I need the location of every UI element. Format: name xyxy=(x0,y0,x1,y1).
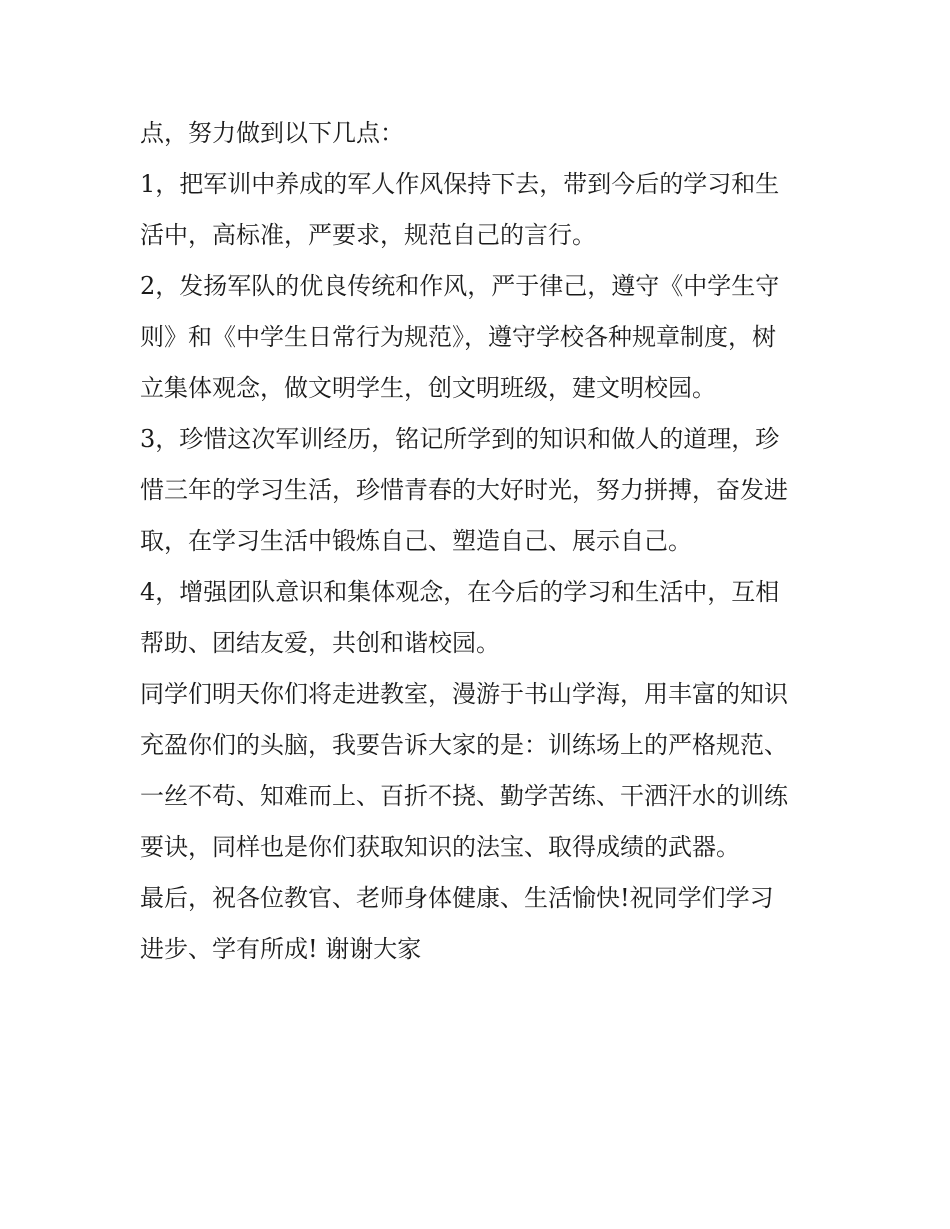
text-line: 活中，高标准，严要求，规范自己的言行。 xyxy=(140,221,596,249)
text-line: 最后，祝各位教官、老师身体健康、生活愉快!祝同学们学习 xyxy=(140,884,774,912)
text-line: 同学们明天你们将走进教室，漫游于书山学海，用丰富的知识 xyxy=(140,680,788,708)
text-line: 进步、学有所成! 谢谢大家 xyxy=(140,935,422,963)
text-line: 4，增强团队意识和集体观念，在今后的学习和生活中，互相 xyxy=(140,578,780,606)
text-line: 取，在学习生活中锻炼自己、塑造自己、展示自己。 xyxy=(140,527,692,555)
text-line: 点，努力做到以下几点： xyxy=(140,119,404,147)
text-line: 一丝不苟、知难而上、百折不挠、勤学苦练、干洒汗水的训练 xyxy=(140,782,788,810)
text-line: 立集体观念，做文明学生，创文明班级，建文明校园。 xyxy=(140,374,716,402)
text-line: 要诀，同样也是你们获取知识的法宝、取得成绩的武器。 xyxy=(140,833,740,861)
text-line: 3，珍惜这次军训经历，铭记所学到的知识和做人的道理，珍 xyxy=(140,425,780,453)
text-line: 1，把军训中养成的军人作风保持下去，带到今后的学习和生 xyxy=(140,170,780,198)
text-line: 惜三年的学习生活，珍惜青春的大好时光，努力拼搏，奋发进 xyxy=(140,476,788,504)
text-line: 充盈你们的头脑，我要告诉大家的是：训练场上的严格规范、 xyxy=(140,731,788,759)
document-body xyxy=(140,108,820,975)
text-line: 帮助、团结友爱，共创和谐校园。 xyxy=(140,629,500,657)
text-line: 则》和《中学生日常行为规范》，遵守学校各种规章制度，树 xyxy=(140,323,776,351)
text-line: 2，发扬军队的优良传统和作风，严于律己，遵守《中学生守 xyxy=(140,272,780,300)
